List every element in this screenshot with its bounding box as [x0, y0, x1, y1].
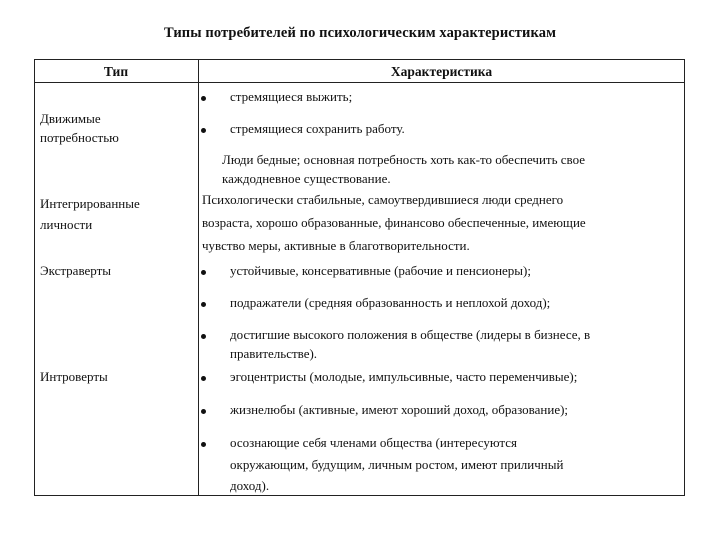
type-introverts: Интроверты: [40, 369, 108, 384]
introvert-bullet-life-lovers: жизнелюбы (активные, имеют хороший доход, образование);: [230, 402, 569, 417]
page-title: Типы потребителей по психологическим характеристикам: [163, 25, 557, 41]
driven-bullet-survive: стремящиеся выжить;: [230, 89, 353, 104]
column-divider: [198, 59, 199, 496]
bullet-icon: [201, 409, 206, 414]
bullet-icon: [201, 96, 206, 101]
bullet-icon: [201, 128, 206, 133]
introvert-bullet-egocentrists: эгоцентристы (молодые, импульсивные, часто переменчивые);: [230, 369, 578, 384]
extrovert-bullet-achievers-line1: достигшие высокого положения в обществе (лидеры в бизнесе, в: [230, 327, 591, 342]
bullet-icon: [201, 376, 206, 381]
type-integrated-line1: Интегрированные: [40, 196, 140, 211]
introvert-bullet-society-line1: осознающие себя членами общества (интересуются: [230, 435, 518, 450]
type-extroverts: Экстраверты: [40, 263, 112, 278]
extrovert-bullet-achievers-line2: правительстве).: [230, 346, 318, 361]
integrated-line3: чувство меры, активные в благотворительности.: [202, 238, 470, 253]
header-characteristic: Характеристика: [390, 64, 493, 79]
bullet-icon: [201, 270, 206, 275]
introvert-bullet-society-line3: доход).: [230, 478, 270, 493]
header-divider: [34, 82, 685, 83]
type-driven-by-need-line2: потребностью: [40, 130, 119, 145]
type-driven-by-need-line1: Движимые: [40, 111, 101, 126]
driven-bullet-keep-job: стремящиеся сохранить работу.: [230, 121, 405, 136]
driven-note-line2: каждодневное существование.: [222, 171, 391, 186]
extrovert-bullet-conservative: устойчивые, консервативные (рабочие и пенсионеры);: [230, 263, 531, 278]
extrovert-bullet-imitators: подражатели (средняя образованность и неплохой доход);: [230, 295, 551, 310]
driven-note-line1: Люди бедные; основная потребность хоть как-то обеспечить свое: [222, 152, 586, 167]
integrated-line1: Психологически стабильные, самоутвердившиеся люди среднего: [202, 192, 564, 207]
bullet-icon: [201, 442, 206, 447]
bullet-icon: [201, 334, 206, 339]
type-integrated-line2: личности: [40, 217, 93, 232]
integrated-line2: возраста, хорошо образованные, финансово обеспеченные, имеющие: [202, 215, 586, 230]
bullet-icon: [201, 302, 206, 307]
header-type: Тип: [103, 64, 129, 79]
introvert-bullet-society-line2: окружающим, будущим, личным ростом, имеют приличный: [230, 457, 564, 472]
